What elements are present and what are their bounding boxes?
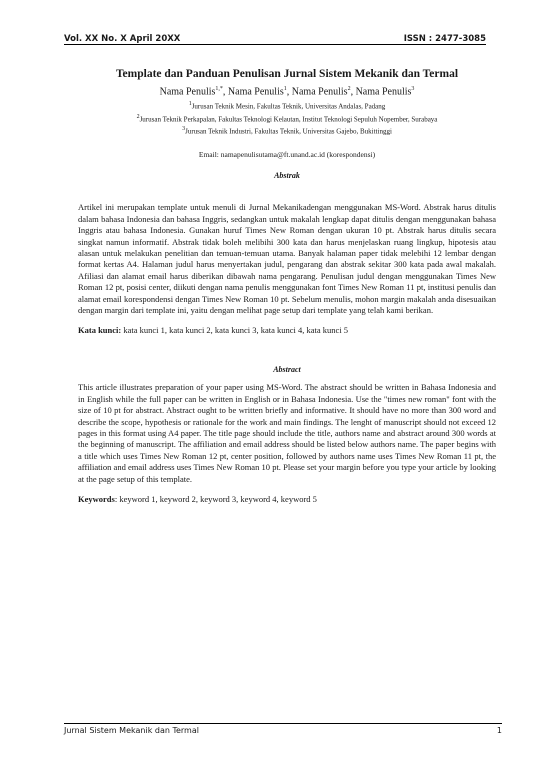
author-list: Nama Penulis$^{1,*}$, Nama Penulis$^1$, Nama Penulis$^2$, Nama Penulis$^3$ — [159, 86, 415, 98]
keywords-label: Keywords — [78, 494, 115, 505]
paper-body — [78, 68, 496, 504]
affiliation-sup: 2 — [136, 113, 140, 120]
header-divider — [64, 44, 486, 45]
abstract-heading: Abstract — [273, 365, 301, 375]
issue-label: Vol. XX No. X April 20XX — [64, 34, 181, 44]
page-number: 1 — [496, 726, 502, 735]
running-footer — [64, 726, 502, 735]
author-name: Nama Penulis — [291, 86, 348, 98]
affiliation-text: Jurusan Teknik Perkapalan, Fakultas Teknologi Kelautan, Institut Teknologi Sepuluh Nopember, Surabaya — [139, 114, 438, 123]
abstract-text: This article illustrates preparation of your paper using MS-Word. The abstract should be written in Bahasa Indonesia and in English while the full paper can be written in English or in Bahasa Indonesia. Use the "times new roman" font with the size of 10 pt for abstract. Abstract ought to be written briefly and informative. It should have no more than 300 word and describe the scope, hypothesis or rationale for the work and main findings. The lenght of manuscript should not exceed 12 pages in this format using A4 paper. The title page should include the title, authors name and abstract around 300 words at the beginning of manuscript. The affiliation and email address should be listed below authors name. The paper begins with a title which uses Times New Roman 12 pt, center position, followed by authors name uses Times New Roman 11 pt, the affiliation and email address uses Times New Roman 10 pt. Please set your margin before you type your article by looking at the page setup of this template. — [78, 382, 496, 484]
kata-kunci-label: Kata kunci: — [78, 325, 122, 336]
author-name: Nama Penulis — [159, 86, 216, 98]
kata-kunci — [78, 325, 496, 335]
footer-journal-name: Jurnal Sistem Mekanik dan Termal — [64, 726, 199, 735]
affiliation-3 — [78, 124, 496, 136]
author-sup: 2 — [347, 86, 351, 92]
author-sup: 1 — [283, 86, 287, 92]
running-header — [64, 28, 486, 44]
author-name: Nama Penulis — [227, 86, 284, 98]
author-name: Nama Penulis — [355, 86, 412, 98]
kata-kunci-list: kata kunci 1, kata kunci 2, kata kunci 3, kata kunci 4, kata kunci 5 — [121, 325, 349, 336]
issn-label: ISSN : 2477-3085 — [403, 34, 486, 44]
affiliation-text: Jurusan Teknik Mesin, Fakultas Teknik, Universitas Andalas, Padang — [191, 102, 386, 111]
affiliation-text: Jurusan Teknik Industri, Fakultas Teknik, Universitas Gajebo, Bukittinggi — [185, 127, 392, 136]
affiliation-2 — [78, 112, 496, 124]
correspondence-email: Email: namapenulisutama@ft.unand.ac.id (korespondensi) — [198, 150, 376, 160]
affiliation-1 — [78, 99, 496, 111]
author-sup: 1,* — [215, 86, 223, 92]
paper-title: Template dan Panduan Penulisan Jurnal Sistem Mekanik dan Termal — [115, 68, 459, 80]
footer-divider — [64, 723, 502, 724]
abstrak-heading: Abstrak — [274, 171, 300, 181]
keywords — [78, 494, 496, 504]
keywords-list: : keyword 1, keyword 2, keyword 3, keyword 4, keyword 5 — [114, 494, 317, 505]
author-sup: 3 — [411, 86, 415, 92]
abstrak-text: Artikel ini merupakan template untuk menuli di Jurnal Mekanikadengan menggunakan MS-Word. Abstrak harus ditulis dalam bahasa Indonesia dan bahasa Inggris, sedangkan untuk makalah lengkap dapat ditulis dengan menggunakan bahasa Inggris atau bahasa Indonesia. Gunakan huruf Times New Roman dengan ukuran 10 pt. Abstrak harus ditulis secara singkat namun informatif. Abstrak tidak boleh melibihi 300 kata dan harus menjelaskan ruang lingkup, hipotesis atau alasan untuk melakukan penelitian dan temuan-temuan utama. Banyak halaman paper tidak melebihi 12 lembar dengan format kertas A4. Halaman judul harus menyertakan judul, pengarang dan abstrak sekitar 300 kata pada awal makalah. Afiliasi dan alamat email harus diberikan dibawah nama pengarang. Penulisan judul dengan menggunakan Times New Roman 12 pt, posisi center, diikuti dengan nama penulis menggunakan font Times New Roman 11 pt, institusi penulis dan alamat email korespondensi dengan Times New Roman 10 pt. Sebelum menulis, mohon margin makalah anda disesuaikan dengan margin dari template ini, yaitu dengan melihat page setup dari template yang telah kami berikan. — [78, 202, 496, 315]
affiliation-sup: 1 — [188, 101, 192, 108]
affiliation-sup: 3 — [182, 125, 186, 132]
